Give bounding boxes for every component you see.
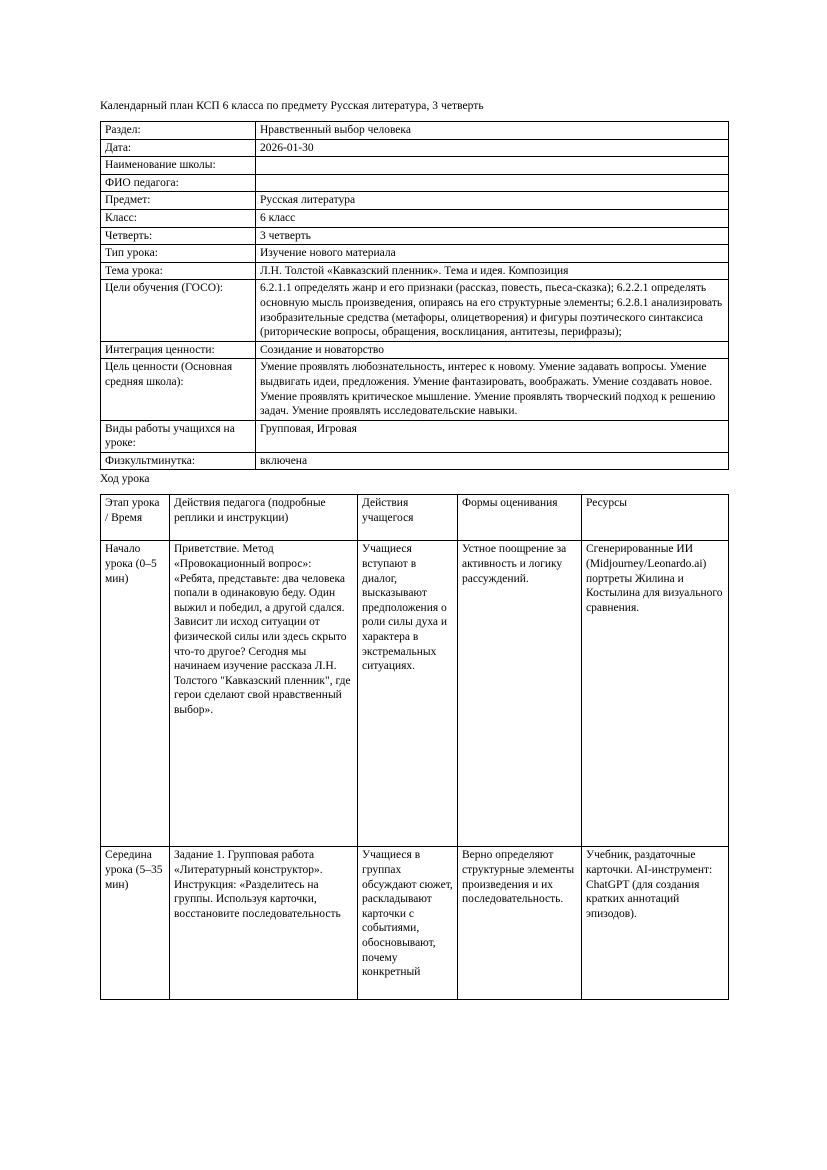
info-label: Виды работы учащихся на уроке:: [101, 420, 256, 452]
column-header-stage: Этап урока / Время: [101, 495, 170, 541]
lesson-flow-clip: [100, 494, 735, 1000]
column-header-assessment: Формы оценивания: [458, 495, 582, 541]
table-row: [101, 262, 729, 280]
column-header-resources: Ресурсы: [582, 495, 729, 541]
info-value: 6.2.1.1 определять жанр и его признаки (рассказ, повесть, пьеса-сказка); 6.2.2.1 определять основную мысль произведения, опираясь на его структурные элементы; 6.2.8.1 анализировать изобразительные средства (метафоры, олицетворения) и фигуры поэтического синтаксиса (риторические вопросы, обращения, восклицания, антитезы, перифразы);: [256, 280, 729, 341]
table-row: [101, 847, 729, 1000]
info-label: Четверть:: [101, 227, 256, 245]
info-label: Тема урока:: [101, 262, 256, 280]
table-row: [101, 452, 729, 470]
info-label: Предмет:: [101, 192, 256, 210]
lesson-info-table: [100, 121, 729, 470]
table-row: [101, 157, 729, 175]
table-row: [101, 420, 729, 452]
column-header-student-actions: Действия учащегося: [358, 495, 458, 541]
info-value: [256, 157, 729, 175]
info-label: ФИО педагога:: [101, 174, 256, 192]
table-row: [101, 227, 729, 245]
info-value: Умение проявлять любознательность, интерес к новому. Умение задавать вопросы. Умение выдвигать идеи, предложения. Умение фантазировать, воображать. Умение создавать новое. Умение проявлять критическое мышление. Умение проявлять творческий подход к решению задач. Умение проявлять исследовательские навыки.: [256, 359, 729, 420]
column-header-teacher-actions: Действия педагога (подробные реплики и инструкции): [170, 495, 358, 541]
table-row: [101, 280, 729, 341]
info-label: Тип урока:: [101, 245, 256, 263]
table-row: [101, 541, 729, 847]
lesson-flow-table: [100, 494, 729, 1000]
lesson-flow-caption: Ход урока: [100, 473, 150, 486]
info-label: Физкультминутка:: [101, 452, 256, 470]
table-row: [101, 359, 729, 420]
page-title: Календарный план КСП 6 класса по предмету Русская литература, 3 четверть: [100, 100, 484, 112]
info-value: включена: [256, 452, 729, 470]
cell-assessment: Верно определяют структурные элементы произведения и их последовательность.: [458, 847, 582, 1000]
info-value: Нравственный выбор человека: [256, 122, 729, 140]
table-row: [101, 245, 729, 263]
table-row: [101, 209, 729, 227]
info-value: Изучение нового материала: [256, 245, 729, 263]
info-value: Созидание и новаторство: [256, 341, 729, 359]
info-label: Дата:: [101, 139, 256, 157]
lesson-info-body: [101, 122, 729, 470]
info-value: 2026-01-30: [256, 139, 729, 157]
info-label: Наименование школы:: [101, 157, 256, 175]
info-value: Русская литература: [256, 192, 729, 210]
cell-resources: Сгенерированные ИИ (Midjourney/Leonardo.ai) портреты Жилина и Костылина для визуального сравнения.: [582, 541, 729, 847]
cell-student-actions: Учащиеся вступают в диалог, высказывают предположения о роли силы духа и характера в экстремальных ситуациях.: [358, 541, 458, 847]
table-row: [101, 174, 729, 192]
info-value: [256, 174, 729, 192]
info-label: Интеграция ценности:: [101, 341, 256, 359]
info-value: 6 класс: [256, 209, 729, 227]
cell-teacher-actions: Задание 1. Групповая работа «Литературный конструктор». Инструкция: «Разделитесь на группы. Используя карточки, восстановите последовательность: [170, 847, 358, 1000]
info-label: Раздел:: [101, 122, 256, 140]
cell-assessment: Устное поощрение за активность и логику рассуждений.: [458, 541, 582, 847]
info-value: Л.Н. Толстой «Кавказский пленник». Тема и идея. Композиция: [256, 262, 729, 280]
info-label: Цель ценности (Основная средняя школа):: [101, 359, 256, 420]
cell-student-actions: Учащиеся в группах обсуждают сюжет, раскладывают карточки с событиями, обосновывают, почему конкретный: [358, 847, 458, 1000]
cell-stage: Середина урока (5–35 мин): [101, 847, 170, 1000]
info-value: Групповая, Игровая: [256, 420, 729, 452]
table-row: [101, 139, 729, 157]
table-row: [101, 341, 729, 359]
table-row: [101, 192, 729, 210]
info-label: Цели обучения (ГОСО):: [101, 280, 256, 341]
cell-stage: Начало урока (0–5 мин): [101, 541, 170, 847]
table-header-row: [101, 495, 729, 541]
info-value: 3 четверть: [256, 227, 729, 245]
info-label: Класс:: [101, 209, 256, 227]
cell-teacher-actions: Приветствие. Метод «Провокационный вопрос»: «Ребята, представьте: два человека попали в одинаковую беду. Один выжил и победил, а другой сдался. Зависит ли исход ситуации от физической силы или здесь скрыто что-то другое? Сегодня мы начинаем изучение рассказа Л.Н. Толстого "Кавказский пленник", где герои сделают свой нравственный выбор».: [170, 541, 358, 847]
table-row: [101, 122, 729, 140]
cell-resources: Учебник, раздаточные карточки. AI-инструмент: ChatGPT (для создания кратких аннотаций эпизодов).: [582, 847, 729, 1000]
